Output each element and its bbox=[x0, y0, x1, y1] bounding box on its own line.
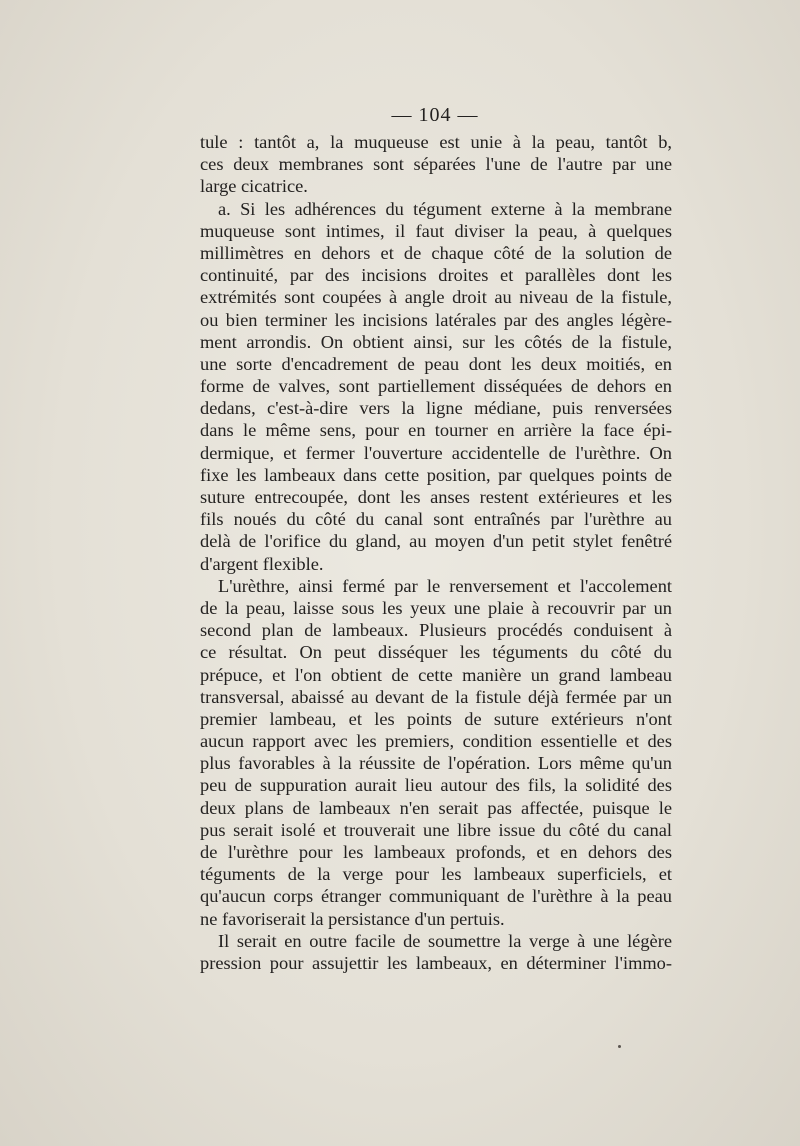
text-line: qu'aucun corps étranger communiquant de l'urèthre à la peau bbox=[200, 886, 672, 907]
text-line: large cicatrice. bbox=[200, 176, 308, 197]
text-line: ou bien terminer les incisions latérales par des angles légère- bbox=[200, 309, 672, 330]
text-line: prépuce, et l'on obtient de cette manière un grand lambeau bbox=[200, 664, 672, 685]
text-line: millimètres en dehors et de chaque côté de la solution de bbox=[200, 242, 672, 263]
text-line: dedans, c'est-à-dire vers la ligne médiane, puis renversées bbox=[200, 398, 672, 419]
text-line: une sorte d'encadrement de peau dont les deux moitiés, en bbox=[200, 353, 672, 374]
text-line: Il serait en outre facile de soumettre la verge à une légère bbox=[218, 930, 672, 951]
text-line: aucun rapport avec les premiers, condition essentielle et des bbox=[200, 731, 672, 752]
text-line: forme de valves, sont partiellement disséquées de dehors en bbox=[200, 376, 672, 397]
text-line: pus serait isolé et trouverait une libre issue du côté du canal bbox=[200, 819, 672, 840]
text-line: extrémités sont coupées à angle droit au niveau de la fistule, bbox=[200, 287, 672, 308]
text-line: pression pour assujettir les lambeaux, en déterminer l'immo- bbox=[200, 952, 672, 973]
text-line: de l'urèthre pour les lambeaux profonds, et en dehors des bbox=[200, 842, 672, 862]
text-line: dans le même sens, pour en tourner en arrière la face épi- bbox=[200, 420, 672, 441]
page-number: — 104 — bbox=[391, 104, 479, 126]
text-line: ment arrondis. On obtient ainsi, sur les côtés de la fistule, bbox=[200, 331, 672, 352]
text-line: plus favorables à la réussite de l'opération. Lors même qu'un bbox=[200, 753, 672, 774]
text-line: delà de l'orifice du gland, au moyen d'un petit stylet fenêtré bbox=[200, 531, 672, 552]
text-line: ne favoriserait la persistance d'un pertuis. bbox=[200, 908, 505, 929]
text-line: suture entrecoupée, dont les anses restent extérieures et les bbox=[200, 487, 672, 507]
text-line: d'argent flexible. bbox=[200, 553, 324, 574]
body-text bbox=[200, 131, 672, 974]
text-line: muqueuse sont intimes, il faut diviser la peau, à quelques bbox=[200, 220, 672, 241]
text-line: fixe les lambeaux dans cette position, par quelques points de bbox=[200, 464, 672, 485]
text-line: fils noués du côté du canal sont entraînés par l'urèthre au bbox=[200, 509, 672, 530]
text-line: continuité, par des incisions droites et parallèles dont les bbox=[200, 265, 672, 286]
text-line: tule : tantôt a, la muqueuse est unie à la peau, tantôt b, bbox=[200, 132, 672, 152]
text-line: ces deux membranes sont séparées l'une de l'autre par une bbox=[200, 154, 672, 175]
text-line: deux plans de lambeaux n'en serait pas affectée, puisque le bbox=[200, 797, 672, 818]
text-line: L'urèthre, ainsi fermé par le renversement et l'accolement bbox=[218, 575, 672, 596]
text-line: de la peau, laisse sous les yeux une plaie à recouvrir par un bbox=[200, 597, 672, 618]
text-line: téguments de la verge pour les lambeaux superficiels, et bbox=[200, 864, 672, 885]
paper-speck bbox=[618, 1045, 621, 1048]
text-line: peu de suppuration aurait lieu autour des fils, la solidité des bbox=[200, 775, 672, 796]
text-line: transversal, abaissé au devant de la fistule déjà fermée par un bbox=[200, 686, 672, 707]
text-line: a. Si les adhérences du tégument externe à la membrane bbox=[218, 198, 672, 219]
text-line: dermique, et fermer l'ouverture accidentelle de l'urèthre. On bbox=[200, 442, 672, 463]
text-line: ce résultat. On peut disséquer les téguments du côté du bbox=[200, 642, 672, 663]
text-line: second plan de lambeaux. Plusieurs procédés conduisent à bbox=[200, 620, 672, 641]
text-line: premier lambeau, et les points de suture extérieurs n'ont bbox=[200, 708, 672, 729]
